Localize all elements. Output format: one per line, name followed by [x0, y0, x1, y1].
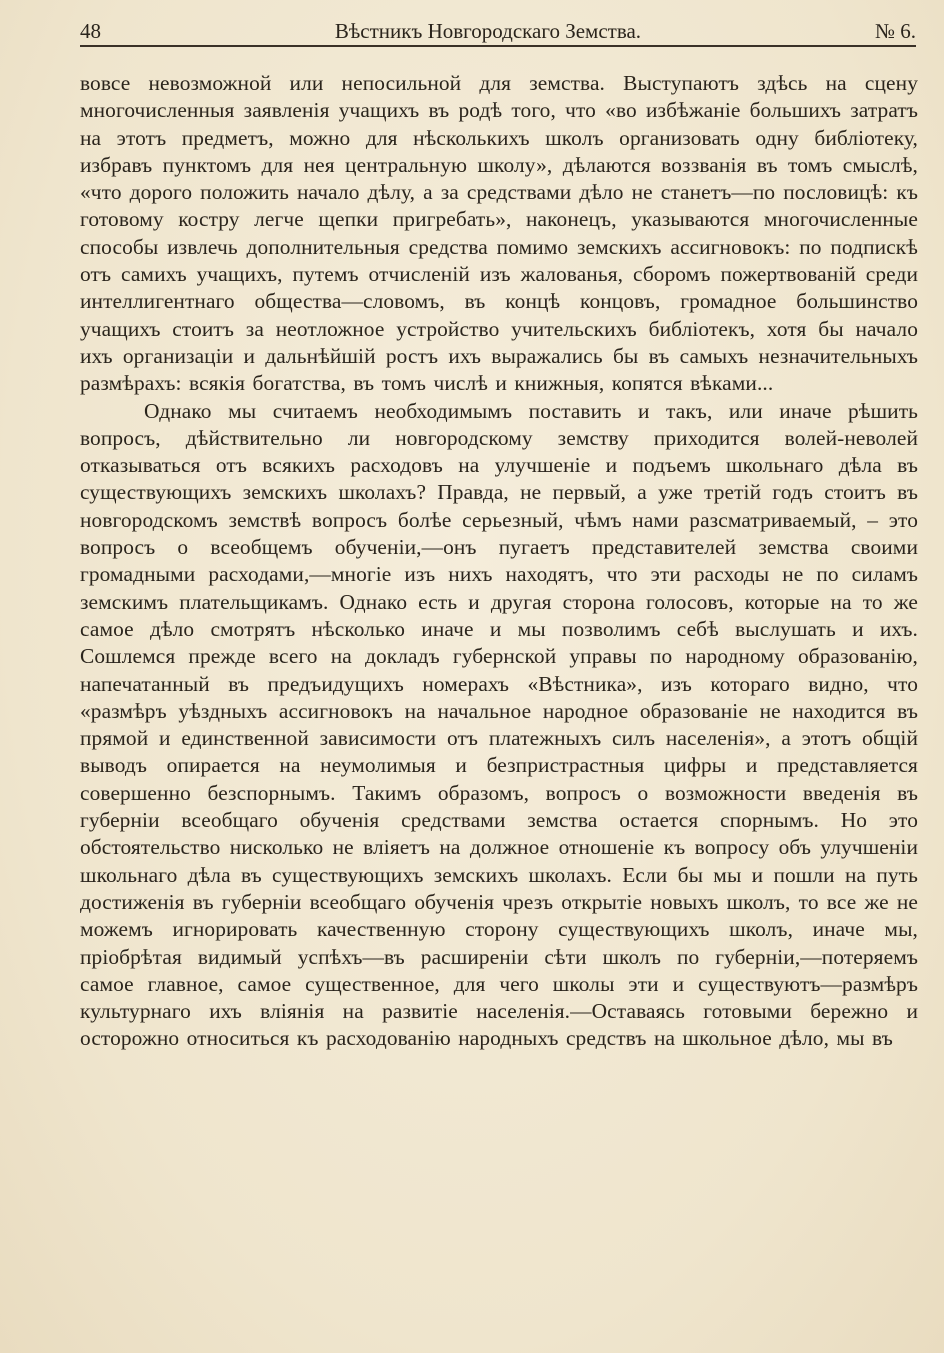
- paragraph-2: Однако мы считаемъ необходимымъ поставить и такъ, или иначе рѣшить вопросъ, дѣйствительно ли новгородскому земству приходится волей-неволей отказываться отъ всякихъ расходовъ на улучшеніе и подъемъ школьнаго дѣла въ существующихъ земскихъ школахъ? Правда, не первый, а уже третій годъ стоитъ въ новгородскомъ земствѣ вопросъ болѣе серьезный, чѣмъ нами разсматриваемый, – это вопросъ о всеобщемъ обученіи,—онъ пугаетъ представителей земства своими громадными расходами,—многіе изъ нихъ находятъ, что эти расходы не по силамъ земскимъ плательщикамъ. Однако есть и другая сторона голосовъ, которые на то же самое дѣло смотрятъ нѣсколько иначе и мы позволимъ себѣ выслушать и ихъ. Сошлемся прежде всего на докладъ губернской управы по народному образованію, напечатанный въ предъидущихъ номерахъ «Вѣстника», изъ котораго видно, что «размѣръ уѣздныхъ ассигновокъ на начальное народное образованіе не находится въ прямой и единственной зависимости отъ платежныхъ силъ населенія», а этотъ общій выводъ опирается на неумолимыя и безпристрастныя цифры и представляется совершенно безспорнымъ. Такимъ образомъ, вопросъ о возможности введенія въ губерніи всеобщаго обученія средствами земства остается спорнымъ. Но это обстоятельство нисколько не вліяетъ на должное отношеніе къ вопросу объ улучшеніи школьнаго дѣла въ существующихъ земскихъ школахъ. Если бы мы и пошли на путь достиженія въ губерніи всеобщаго обученія чрезъ открытіе новыхъ школъ, то все же не можемъ игнорировать качественную сторону существующихъ школъ, иначе мы, пріобрѣтая видимый успѣхъ—въ расширеніи сѣти школъ по губерніи,—потеряемъ самое главное, самое существенное, для чего школы эти и существуютъ—размѣръ культурнаго ихъ вліянія на развитіе населенія.—Оставаясь готовыми бережно и осторожно относиться къ расходованію народныхъ средствъ на школьное дѣло, мы въ: [80, 398, 918, 1051]
- page-number: 48: [80, 18, 101, 43]
- paragraph-1: вовсе невозможной или непосильной для земства. Выступаютъ здѣсь на сцену многочисленныя заявленія учащихъ въ родѣ того, что «во избѣжаніе большихъ затратъ на этотъ предметъ, можно для нѣсколькихъ школъ организовать одну библіотеку, избравъ пунктомъ для нея центральную школу», дѣлаются воззванія въ томъ смыслѣ, «что дорого положить начало дѣлу, а за средствами дѣло не станетъ—по пословицѣ: къ готовому костру легче щепки пригребать», наконецъ, указываются многочисленные способы извлечь дополнительныя средства помимо земскихъ ассигновокъ: по подпискѣ отъ самихъ учащихъ, путемъ отчисленій изъ жалованья, сборомъ пожертвованій среди интеллигентнаго общества—словомъ, въ концѣ концовъ, громадное большинство учащихъ стоитъ за неотложное устройство учительскихъ библіотекъ, хотя бы начало ихъ организаціи и дальнѣйшій ростъ ихъ выражались бы въ самыхъ незначительныхъ размѣрахъ: всякія богатства, въ томъ числѣ и книжныя, копятся вѣками...: [80, 71, 918, 396]
- issue-number: № 6.: [874, 18, 916, 43]
- journal-title: Вѣстникъ Новгородскаго Земства.: [334, 18, 642, 43]
- page-header: [80, 16, 916, 46]
- header-rule: [80, 45, 916, 47]
- article-body: [80, 70, 918, 1053]
